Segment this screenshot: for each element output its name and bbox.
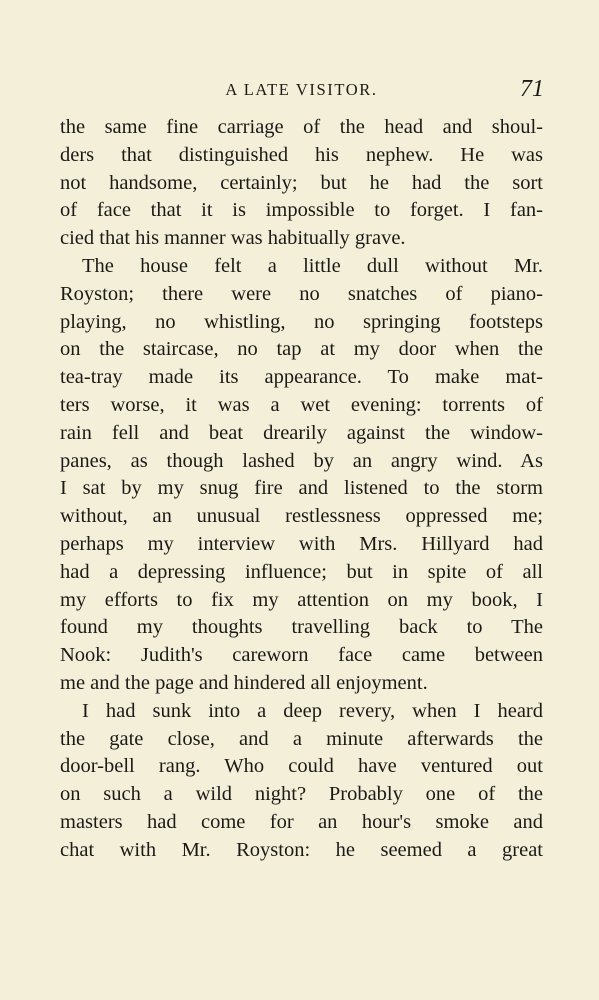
text-line: the gate close, and a minute afterwards the (60, 727, 543, 750)
text-line: rain fell and beat drearily against the window- (60, 421, 543, 444)
text-line: my efforts to fix my attention on my book, I (60, 588, 543, 611)
text-line: on the staircase, no tap at my door when the (60, 338, 543, 361)
text-line: without, an unusual restlessness oppressed me; (60, 505, 543, 528)
text-line: masters had come for an hour's smoke and (60, 810, 543, 833)
text-line: me and the page and hindered all enjoyment. (60, 671, 428, 694)
text-line: I sat by my snug fire and listened to the storm (60, 477, 543, 500)
body-text (60, 114, 543, 865)
text-line: ters worse, it was a wet evening: torrents of (60, 393, 543, 416)
text-line: playing, no whistling, no springing footsteps (60, 310, 543, 333)
page-number: 71 (520, 76, 544, 102)
text-line: tea-tray made its appearance. To make mat- (60, 366, 543, 389)
text-line: of face that it is impossible to forget. I fan- (60, 199, 543, 222)
text-line: panes, as though lashed by an angry wind. As (60, 449, 543, 472)
text-line: ders that distinguished his nephew. He was (60, 143, 543, 166)
text-line: had a depressing influence; but in spite of all (60, 560, 543, 583)
text-line: the same fine carriage of the head and shoul- (60, 116, 543, 138)
text-line: Royston; there were no snatches of piano- (60, 282, 543, 305)
running-head (59, 78, 544, 102)
paragraph-first-line: The house felt a little dull without Mr. (82, 254, 543, 277)
text-line: found my thoughts travelling back to The (60, 616, 543, 639)
text-line: cied that his manner was habitually grave. (60, 227, 406, 250)
running-title: A LATE VISITOR. (225, 80, 378, 99)
text-line: not handsome, certainly; but he had the sort (60, 171, 543, 194)
text-line: door-bell rang. Who could have ventured out (60, 755, 543, 778)
text-line: on such a wild night? Probably one of the (60, 783, 543, 806)
text-line: chat with Mr. Royston: he seemed a great (60, 838, 543, 861)
paragraph-first-line: I had sunk into a deep revery, when I heard (82, 699, 543, 722)
text-line: Nook: Judith's careworn face came between (60, 644, 543, 667)
text-line: perhaps my interview with Mrs. Hillyard had (60, 532, 543, 555)
